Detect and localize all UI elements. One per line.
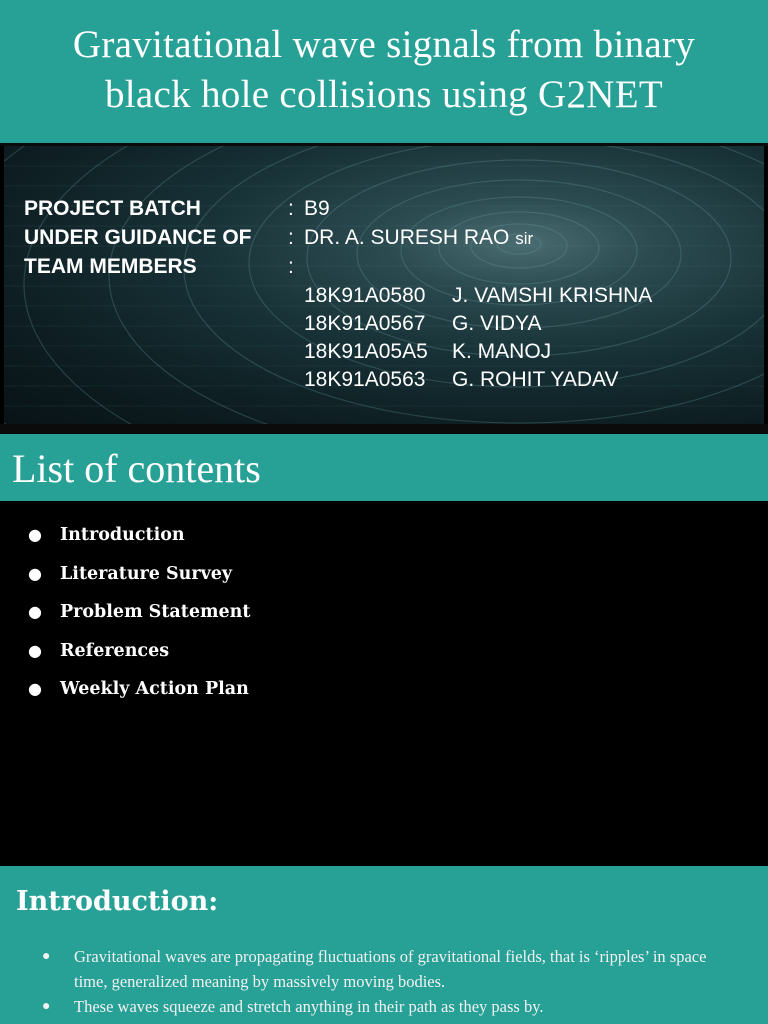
project-info-panel <box>4 146 764 424</box>
guide-name: DR. A. SURESH RAO <box>304 226 510 249</box>
member-roll: 18K91A0580 <box>304 284 426 307</box>
introduction-heading: Introduction: <box>16 886 219 917</box>
introduction-point: Gravitational waves are propagating fluctuations of gravitational fields, that is ‘ripples’ in space time, generalized meaning by massively moving bodies. <box>74 947 707 991</box>
contents-heading: List of contents <box>12 446 261 491</box>
contents-item: Problem Statement <box>60 602 251 623</box>
separator: : <box>288 255 294 278</box>
project-details <box>24 194 724 391</box>
title-line-1: Gravitational wave signals from binary <box>72 23 696 66</box>
separator: : <box>288 197 294 220</box>
bullet-icon: ● <box>28 563 42 583</box>
list-item <box>28 675 250 714</box>
guidance-row <box>24 223 724 252</box>
separator: : <box>288 226 294 249</box>
member-name: J. VAMSHI KRISHNA <box>452 284 653 307</box>
contents-item: Introduction <box>60 525 185 545</box>
introduction-list <box>42 944 742 1019</box>
contents-section <box>0 501 768 866</box>
member-roll: 18K91A0567 <box>304 312 426 335</box>
bullet-icon: ● <box>28 679 42 699</box>
title-banner <box>0 0 768 143</box>
team-label: TEAM MEMBERS <box>24 255 197 278</box>
list-item <box>28 637 250 676</box>
member-roll: 18K91A0563 <box>304 368 426 391</box>
contents-header <box>0 434 768 501</box>
list-item <box>42 944 742 994</box>
bullet-icon: ● <box>28 602 42 622</box>
contents-item: Weekly Action Plan <box>60 679 249 700</box>
title-line-2: black hole collisions using G2NET <box>105 73 663 116</box>
guide-suffix: sir <box>515 229 534 248</box>
contents-item: Literature Survey <box>60 563 233 584</box>
bullet-icon: ● <box>28 640 42 660</box>
bullet-icon: ● <box>42 999 51 1014</box>
guidance-value <box>304 223 533 253</box>
list-item <box>28 598 250 637</box>
page-title <box>0 20 768 120</box>
introduction-section <box>0 866 768 1024</box>
batch-row <box>24 194 724 223</box>
member-name: G. VIDYA <box>452 312 542 335</box>
list-item <box>28 560 250 599</box>
contents-item: References <box>60 640 170 661</box>
batch-value: B9 <box>304 197 330 220</box>
contents-list <box>28 521 250 714</box>
member-name: G. ROHIT YADAV <box>452 368 619 391</box>
introduction-point: These waves squeeze and stretch anything in their path as they pass by. <box>74 997 544 1016</box>
guidance-label: UNDER GUIDANCE OF <box>24 226 252 249</box>
divider <box>0 424 768 434</box>
bullet-icon: ● <box>28 525 42 544</box>
bullet-icon: ● <box>42 949 51 964</box>
batch-label: PROJECT BATCH <box>24 197 201 220</box>
member-roll: 18K91A05A5 <box>304 340 428 363</box>
member-name: K. MANOJ <box>452 340 552 363</box>
list-item <box>28 521 250 560</box>
team-row <box>24 252 724 281</box>
list-item <box>42 994 742 1019</box>
